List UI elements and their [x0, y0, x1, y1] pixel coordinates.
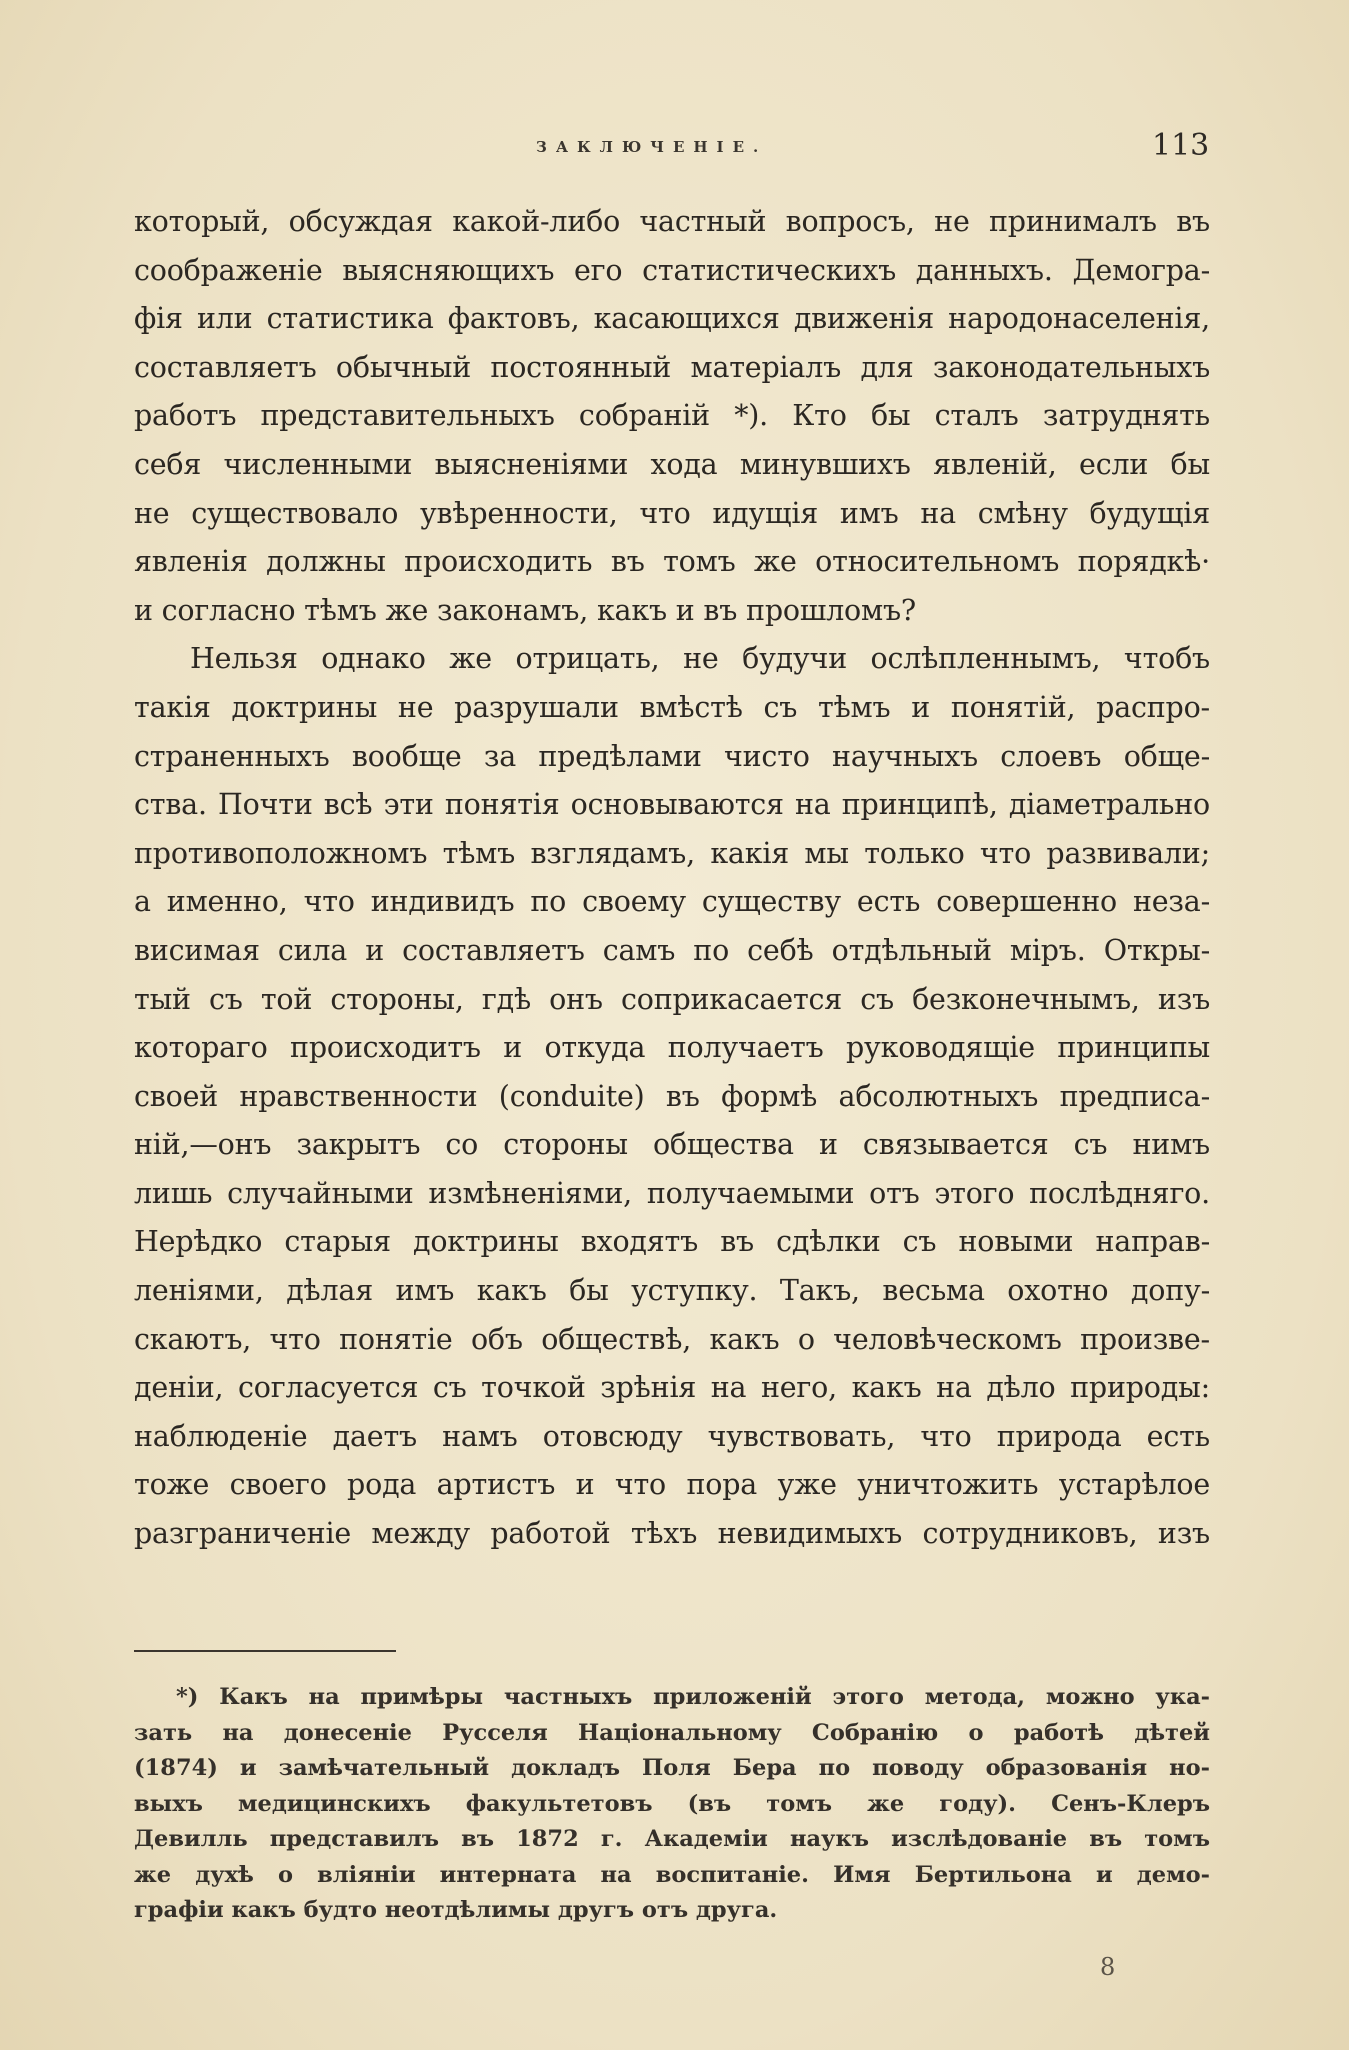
text-line: и согласно тѣмъ же законамъ, какъ и въ прошломъ? — [134, 593, 916, 627]
text-line: составляетъ обычный постоянный матеріалъ для законодательныхъ — [134, 350, 1210, 384]
text-line: ній,—онъ закрытъ со стороны общества и связывается съ нимъ — [134, 1128, 1210, 1162]
text-line: деніи, согласуется съ точкой зрѣнія на него, какъ на дѣло природы: — [134, 1371, 1210, 1405]
text-line: фія или статистика фактовъ, касающихся движенія народонаселенія, — [134, 302, 1210, 336]
text-line: работъ представительныхъ собраній *). Кто бы сталъ затруднять — [134, 399, 1210, 433]
text-line: Нерѣдко старыя доктрины входятъ въ сдѣлки съ новыми направ- — [134, 1225, 1210, 1259]
text-line: своей нравственности (conduite) въ формѣ абсолютныхъ предписа- — [134, 1079, 1210, 1113]
paragraph-first-line: Нельзя однако же отрицать, не будучи ослѣпленнымъ, чтобъ — [190, 642, 1210, 676]
text-line: страненныхъ вообще за предѣлами чисто научныхъ слоевъ обще- — [134, 739, 1210, 773]
running-head — [0, 128, 1349, 168]
text-line: тоже своего рода артистъ и что пора уже уничтожить устарѣлое — [134, 1468, 1210, 1502]
text-line: не существовало увѣренности, что идущія имъ на смѣну будущія — [134, 496, 1210, 530]
footnote — [134, 1680, 1210, 1929]
text-line: себя численными выясненіями хода минувшихъ явленій, если бы — [134, 447, 1210, 481]
text-line: лишь случайными измѣненіями, получаемыми отъ этого послѣдняго. — [134, 1176, 1210, 1210]
chapter-title: ЗАКЛЮЧЕНІЕ. — [536, 138, 768, 156]
footnote-line: зать на донесеніе Русселя Національному Собранію о работѣ дѣтей — [134, 1719, 1210, 1746]
text-line: тый съ той стороны, гдѣ онъ соприкасается съ безконечнымъ, изъ — [134, 982, 1210, 1016]
text-line: который, обсуждая какой-либо частный вопросъ, не принималъ въ — [134, 205, 1210, 238]
text-line: соображеніе выясняющихъ его статистическихъ данныхъ. Демогра- — [134, 253, 1210, 287]
text-line: висимая сила и составляетъ самъ по себѣ отдѣльный міръ. Откры- — [134, 933, 1210, 967]
text-line: котораго происходитъ и откуда получаетъ руководящіе принципы — [134, 1031, 1210, 1065]
footnote-line: выхъ медицинскихъ факультетовъ (въ томъ же году). Сенъ-Клеръ — [134, 1790, 1210, 1817]
text-line: скаютъ, что понятіе объ обществѣ, какъ о человѣческомъ произве- — [134, 1322, 1210, 1356]
text-line: такія доктрины не разрушали вмѣстѣ съ тѣмъ и понятій, распро- — [134, 690, 1210, 724]
signature-mark: 8 — [1100, 1953, 1116, 1981]
page-number: 113 — [1152, 128, 1210, 163]
text-line: противоположномъ тѣмъ взглядамъ, какія мы только что развивали; — [134, 836, 1210, 870]
footnote-line: *) Какъ на примѣры частныхъ приложеній этого метода, можно ука- — [176, 1684, 1210, 1710]
text-line: леніями, дѣлая имъ какъ бы уступку. Такъ, весьма охотно допу- — [134, 1274, 1210, 1308]
footnote-line: (1874) и замѣчательный докладъ Поля Бера по поводу образованія но- — [134, 1755, 1210, 1781]
footnote-line: графіи какъ будто неотдѣлимы другъ отъ друга. — [134, 1897, 778, 1923]
footnote-line: же духѣ о вліяніи интерната на воспитаніе. Имя Бертильона и демо- — [134, 1861, 1210, 1888]
footnote-separator — [134, 1650, 396, 1652]
text-line: разграниченіе между работой тѣхъ невидимыхъ сотрудниковъ, изъ — [134, 1517, 1210, 1551]
footnote-line: Девилль представилъ въ 1872 г. Академіи наукъ изслѣдованіе въ томъ — [134, 1826, 1210, 1852]
text-line: ства. Почти всѣ эти понятія основываются на принципѣ, діаметрально — [134, 788, 1210, 822]
text-line: явленія должны происходить въ томъ же относительномъ порядкѣ· — [134, 545, 1210, 579]
text-line: наблюденіе даетъ намъ отовсюду чувствовать, что природа есть — [134, 1419, 1210, 1453]
body-text — [134, 198, 1210, 1559]
text-line: а именно, что индивидъ по своему существу есть совершенно неза- — [134, 885, 1210, 919]
